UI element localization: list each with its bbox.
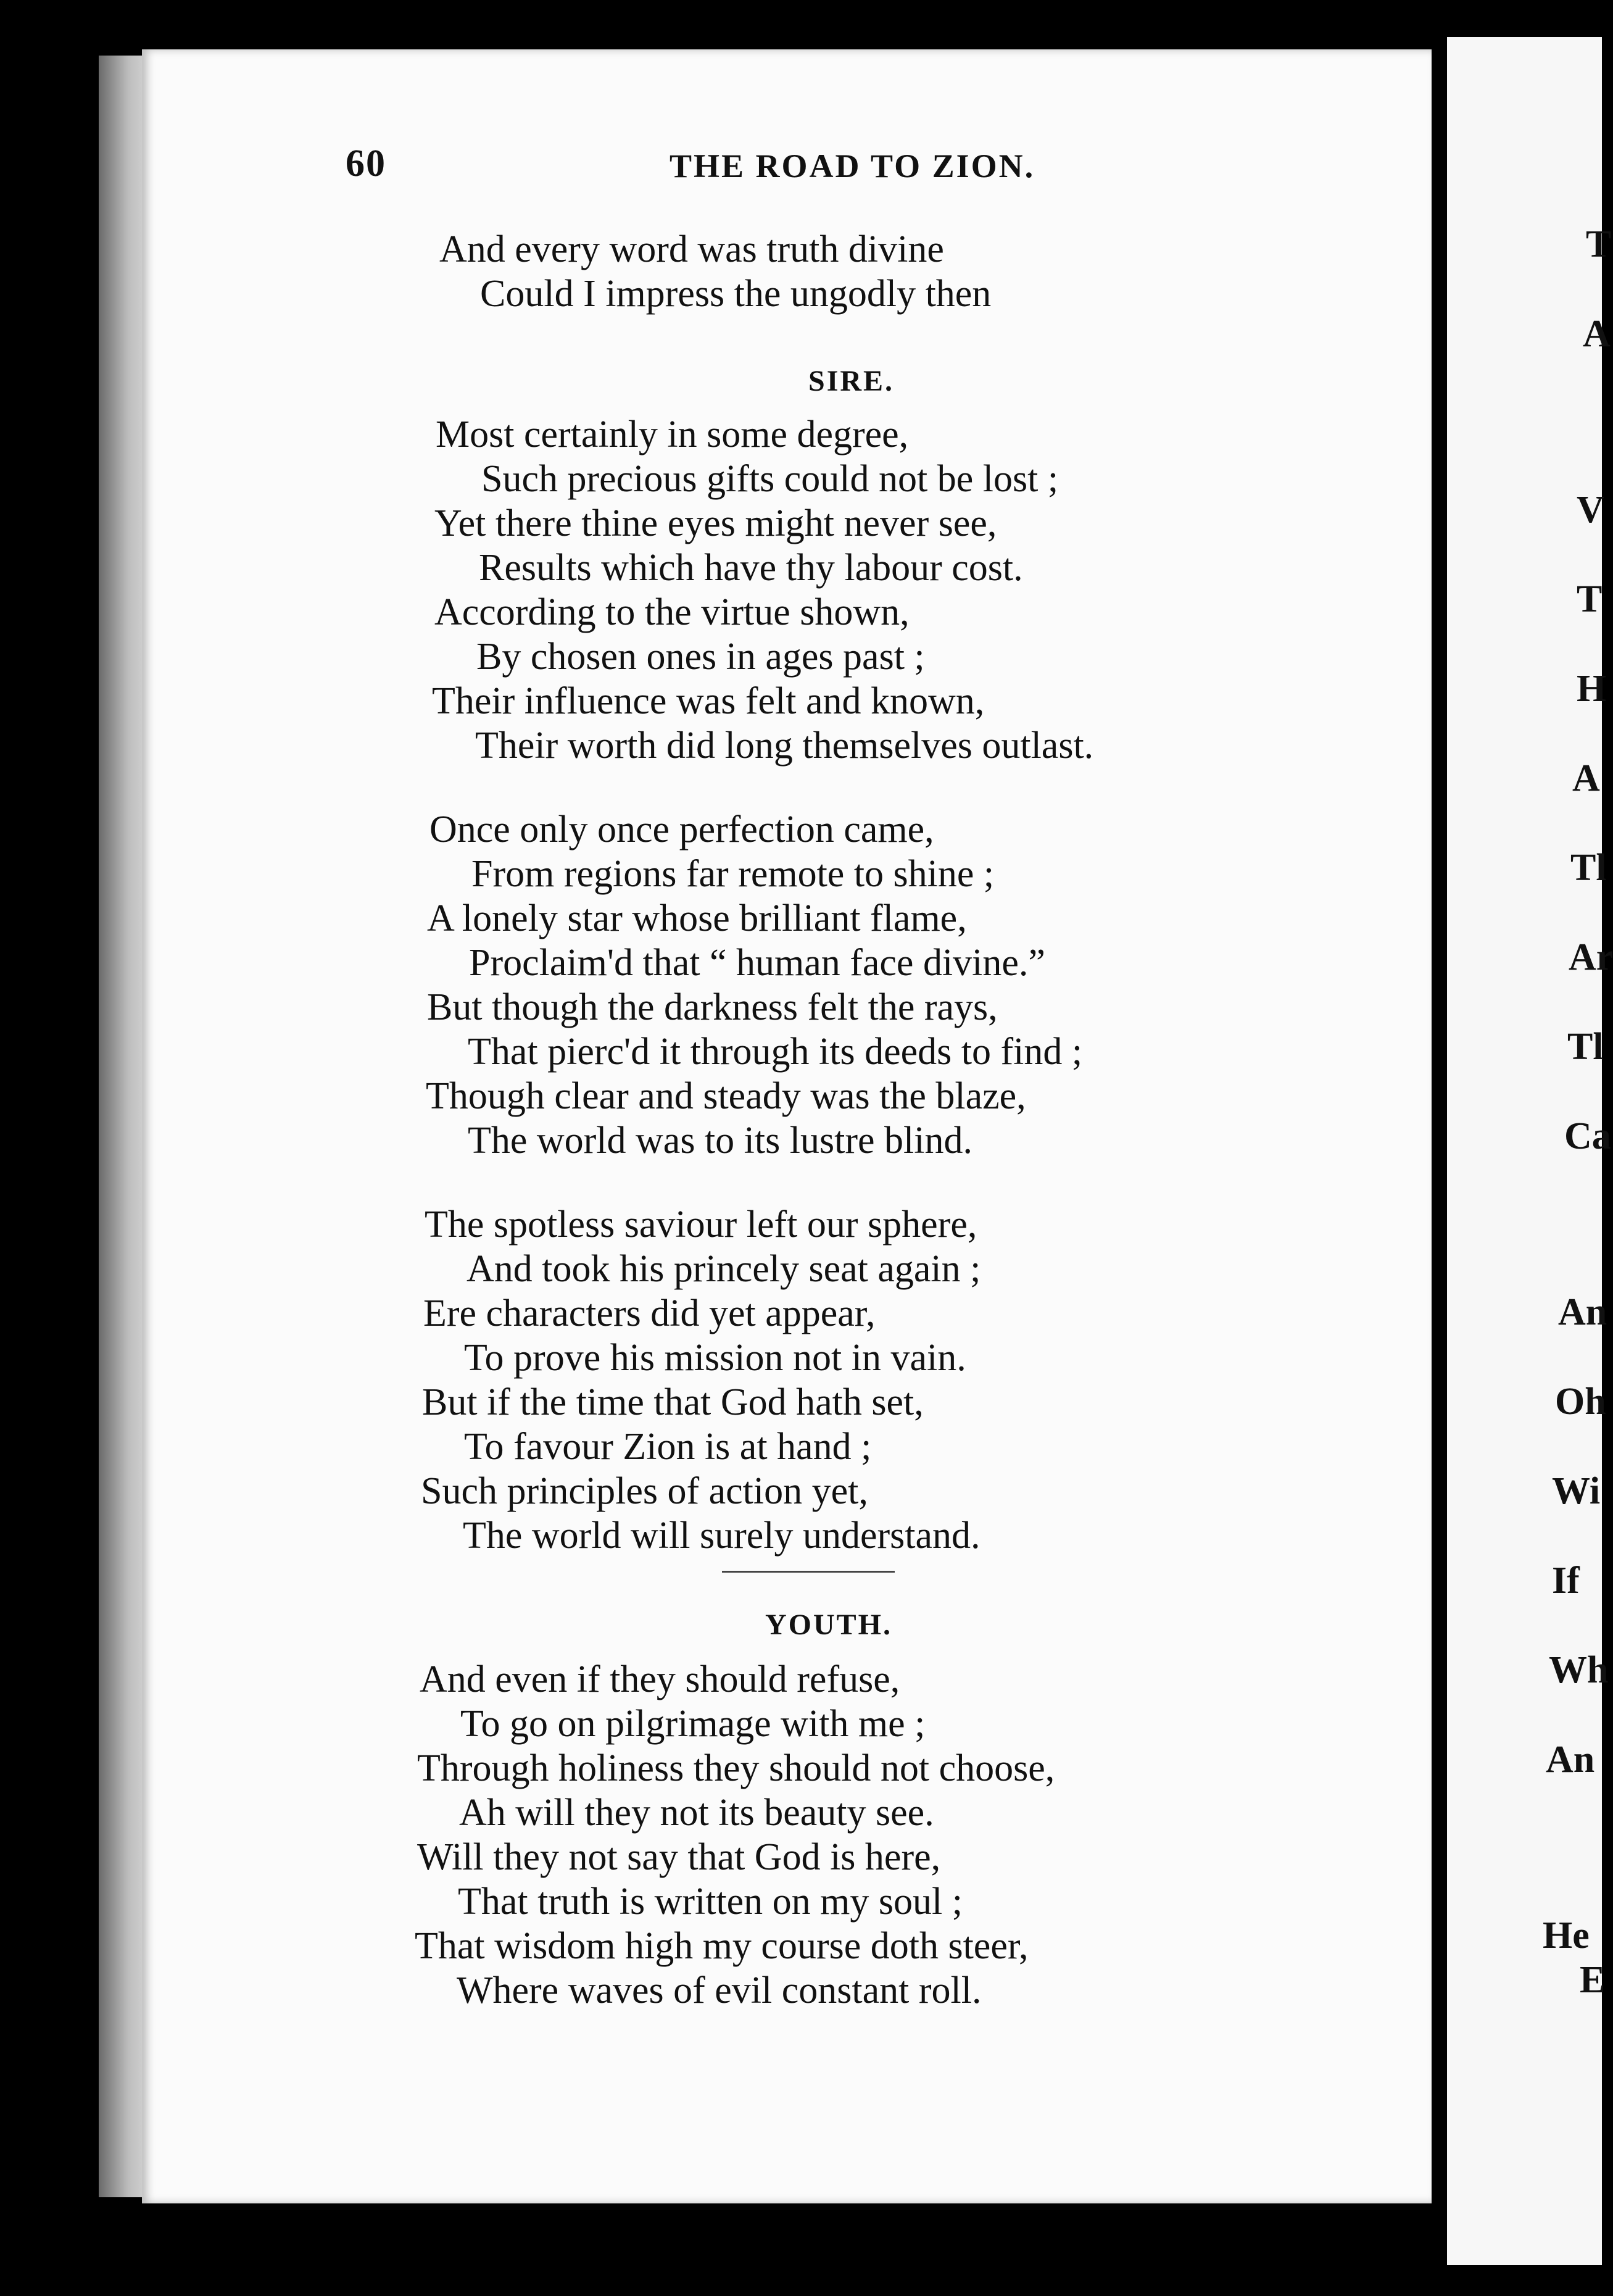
verse-line: Through holiness they should not choose, xyxy=(417,1747,1055,1789)
verse-line: Such principles of action yet, xyxy=(421,1470,868,1512)
running-title: THE ROAD TO ZION. xyxy=(670,148,1035,185)
verse-line: From regions far remote to shine ; xyxy=(471,853,995,895)
facing-page-fragment: E xyxy=(1580,1959,1606,2001)
facing-page-fragment: If xyxy=(1552,1560,1580,1602)
verse-line: Results which have thy labour cost. xyxy=(479,547,1023,589)
verse-line: Most certainly in some degree, xyxy=(436,414,909,455)
facing-page-fragment: Ca xyxy=(1564,1115,1611,1157)
facing-page-fragment: An xyxy=(1546,1739,1595,1781)
verse-line: Their influence was felt and known, xyxy=(432,680,985,722)
verse-line: That pierc'd it through its deeds to find ; xyxy=(468,1031,1083,1073)
facing-page-fragment: A xyxy=(1572,757,1600,799)
verse-line: Could I impress the ungodly then xyxy=(480,273,992,315)
page-number: 60 xyxy=(346,143,386,185)
facing-page-fragment: Wi xyxy=(1552,1470,1601,1512)
facing-page-fragment: An xyxy=(1558,1291,1607,1333)
verse-line: Though clear and steady was the blaze, xyxy=(426,1075,1026,1117)
verse-line: Will they not say that God is here, xyxy=(417,1836,941,1878)
verse-line: To go on pilgrimage with me ; xyxy=(460,1703,926,1745)
verse-line: The world was to its lustre blind. xyxy=(468,1120,972,1162)
facing-page-fragment: Tl xyxy=(1567,1026,1604,1068)
verse-line: But though the darkness felt the rays, xyxy=(427,986,998,1028)
verse-line: Where waves of evil constant roll. xyxy=(457,1969,982,2011)
facing-page-fragment: A xyxy=(1583,313,1611,355)
section-divider xyxy=(722,1571,895,1573)
verse-line: Proclaim'd that “ human face divine.” xyxy=(469,942,1045,984)
facing-page-fragment: Oh xyxy=(1555,1381,1606,1423)
verse-line: The world will surely understand. xyxy=(463,1515,981,1557)
verse-line: Such precious gifts could not be lost ; xyxy=(481,458,1059,500)
facing-page-fragment: He xyxy=(1543,1915,1590,1957)
facing-page-fragment: V xyxy=(1577,489,1604,531)
facing-page-fragment: Tl xyxy=(1570,847,1607,889)
verse-line: That truth is written on my soul ; xyxy=(458,1881,963,1923)
facing-page-fragment: Wh xyxy=(1549,1649,1609,1691)
verse-line: And took his princely seat again ; xyxy=(466,1248,981,1290)
verse-line: Their worth did long themselves outlast. xyxy=(475,725,1094,767)
verse-line: Ere characters did yet appear, xyxy=(423,1292,876,1334)
verse-line: And even if they should refuse, xyxy=(420,1658,900,1700)
verse-line: The spotless saviour left our sphere, xyxy=(425,1204,977,1246)
verse-line: That wisdom high my course doth steer, xyxy=(415,1925,1029,1967)
verse-line: And every word was truth divine xyxy=(439,228,944,270)
speaker-heading-youth: YOUTH. xyxy=(765,1608,893,1641)
verse-line: By chosen ones in ages past ; xyxy=(476,636,925,678)
verse-line: Yet there thine eyes might never see, xyxy=(434,502,997,544)
verse-line: To prove his mission not in vain. xyxy=(464,1337,966,1379)
verse-line: A lonely star whose brilliant flame, xyxy=(427,897,967,939)
facing-page-fragment: H xyxy=(1577,668,1607,710)
facing-page-fragment: T xyxy=(1577,578,1603,620)
facing-page-fragment: Ar xyxy=(1569,936,1613,978)
verse-line: Once only once perfection came, xyxy=(429,809,934,851)
verse-line: But if the time that God hath set, xyxy=(422,1381,924,1423)
verse-line: To favour Zion is at hand ; xyxy=(464,1426,872,1468)
verse-line: Ah will they not its beauty see. xyxy=(459,1792,934,1834)
page-header xyxy=(346,142,1049,198)
speaker-heading-sire: SIRE. xyxy=(808,365,895,397)
verse-line: According to the virtue shown, xyxy=(434,591,910,633)
facing-page-fragment: T xyxy=(1586,223,1612,265)
